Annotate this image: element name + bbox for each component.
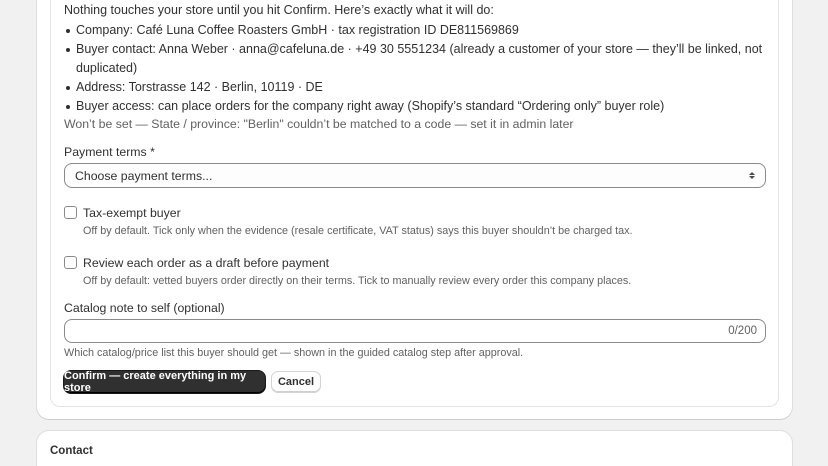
- tax-exempt-checkbox[interactable]: [64, 206, 77, 219]
- character-counter: 0/200: [728, 325, 757, 337]
- tax-exempt-label[interactable]: Tax-exempt buyer: [83, 206, 181, 220]
- payment-terms-label: Payment terms *: [64, 145, 155, 159]
- catalog-note-help: Which catalog/price list this buyer should get — shown in the guided catalog step after approval.: [64, 347, 524, 359]
- select-chevron-icon: [749, 172, 755, 179]
- review-draft-label[interactable]: Review each order as a draft before payment: [83, 256, 330, 270]
- review-draft-checkbox[interactable]: [64, 256, 77, 269]
- list-item-buyer-contact: Buyer contact: Anna Weber · anna@cafeluna.de · +49 30 5551234 (already a customer of your store — they’ll be linked, not duplicated): [64, 40, 764, 78]
- planned-actions-list: [64, 21, 764, 116]
- catalog-note-input[interactable]: [64, 319, 766, 343]
- list-item-address: Address: Torstrasse 142 · Berlin, 10119 · DE: [64, 78, 764, 97]
- confirm-button[interactable]: Confirm — create everything in my store: [64, 371, 265, 393]
- confirm-intro-text: Nothing touches your store until you hit Confirm. Here’s exactly what it will do:: [64, 3, 494, 17]
- list-item-company: Company: Café Luna Coffee Roasters GmbH · tax registration ID DE811569869: [64, 21, 764, 40]
- confirm-panel: [50, 0, 779, 407]
- contact-card: [37, 431, 792, 466]
- review-draft-help: Off by default: vetted buyers order directly on their terms. Tick to manually review every order this company places.: [83, 275, 632, 287]
- catalog-note-label: Catalog note to self (optional): [64, 301, 225, 315]
- wont-be-set-note: Won’t be set — State / province: "Berlin" couldn’t be matched to a code — set it in admin later: [64, 117, 574, 131]
- cancel-button[interactable]: Cancel: [271, 371, 321, 393]
- buyer-approval-card: [37, 0, 792, 419]
- tax-exempt-help: Off by default. Tick only when the evidence (resale certificate, VAT status) says this buyer shouldn’t be charged tax.: [83, 225, 633, 237]
- contact-card-title: Contact: [50, 445, 93, 457]
- payment-terms-selected-value: Choose payment terms...: [75, 168, 213, 183]
- list-item-buyer-access: Buyer access: can place orders for the company right away (Shopify’s standard “Ordering only” buyer role): [64, 97, 764, 116]
- payment-terms-select[interactable]: [64, 163, 766, 188]
